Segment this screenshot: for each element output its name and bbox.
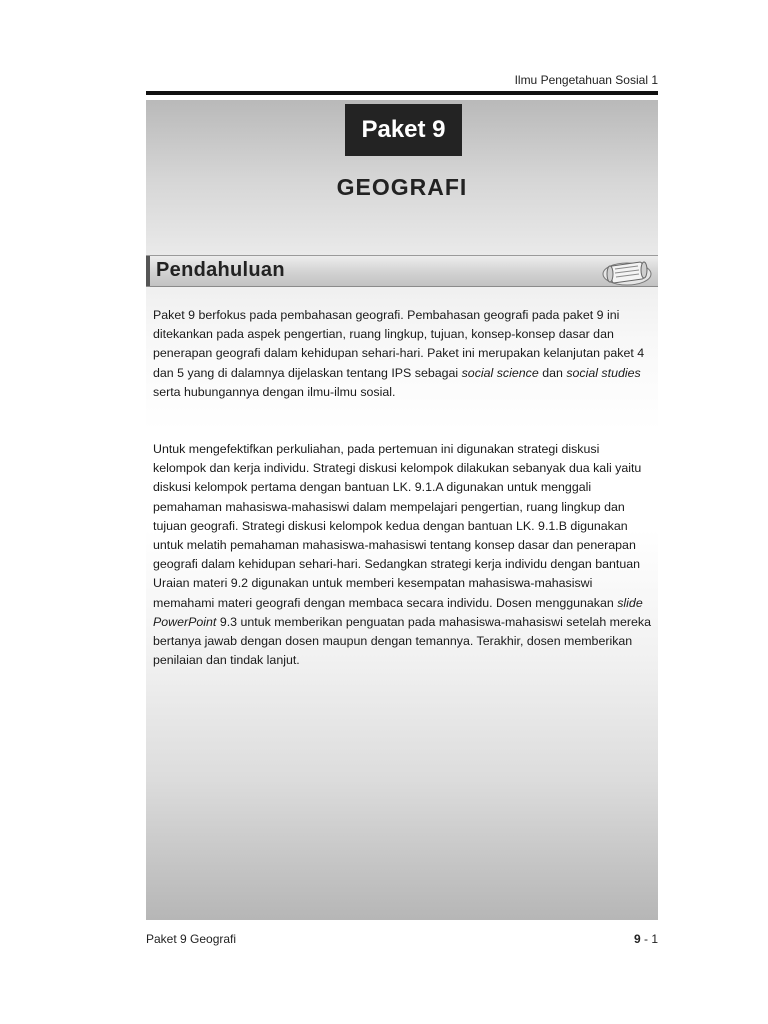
page-number <box>634 932 658 946</box>
page-chapter-number: 9 <box>633 932 641 946</box>
paragraph-text: 9.3 untuk memberikan penguatan pada mahasiswa-mahasiswi setelah mereka bertanya jawab dengan dosen maupun dengan temannya. Terakhir, dosen memberikan penilaian dan tindak lanjut. <box>153 614 651 668</box>
emphasis-term: social studies <box>566 365 641 380</box>
paragraph-text: serta hubungannya dengan ilmu-ilmu sosial. <box>153 384 396 399</box>
intro-paragraph-1 <box>153 306 653 402</box>
emphasis-term: social science <box>461 365 539 380</box>
running-header: Ilmu Pengetahuan Sosial 1 <box>514 73 658 87</box>
page-separator: - <box>640 932 652 946</box>
chapter-label: Paket 9 <box>345 104 462 156</box>
chapter-title: GEOGRAFI <box>336 174 468 200</box>
section-header-bar <box>146 255 658 287</box>
paragraph-text: Untuk mengefektifkan perkuliahan, pada pertemuan ini digunakan strategi diskusi kelompok dan kerja individu. Strategi diskusi kelompok dilakukan sebanyak dua kali yaitu diskusi kelompok pertama dengan bantuan LK. 9.1.A digunakan untuk menggali pemahaman mahasiswa-mahasiswi dalam mempelajari pengertian, ruang lingkup dan tujuan geografi. Strategi diskusi kelompok kedua dengan bantuan LK. 9.1.B digunakan untuk melatih pemahaman mahasiswa-mahasiswi tentang konsep dasar dan penerapan geografi dalam kehidupan sehari-hari. Sedangkan strategi kerja individu dengan bantuan Uraian materi 9.2 digunakan untuk memberi kesempatan mahasiswa-mahasiswi memahami materi geografi dengan membaca secara individu. Dosen menggunakan <box>153 442 642 610</box>
emphasis-term: slide PowerPoint <box>153 595 643 629</box>
section-title: Pendahuluan <box>156 259 285 281</box>
header-rule <box>146 91 658 95</box>
intro-paragraph-2 <box>153 440 653 670</box>
scroll-icon <box>598 257 654 287</box>
paragraph-text: Paket 9 berfokus pada pembahasan geografi. Pembahasan geografi pada paket 9 ini ditekankan pada aspek pengertian, ruang lingkup, tujuan, konsep-konsep dasar dan penerapan geografi dalam kehidupan sehari-hari. Paket ini merupakan kelanjutan paket 4 dan 5 yang di dalamnya dijelaskan tentang IPS sebagai <box>153 308 645 380</box>
paragraph-text: dan <box>538 365 567 380</box>
footer-title: Paket 9 Geografi <box>146 932 237 946</box>
section-accent <box>146 256 150 286</box>
page-index: 1 <box>651 932 658 946</box>
